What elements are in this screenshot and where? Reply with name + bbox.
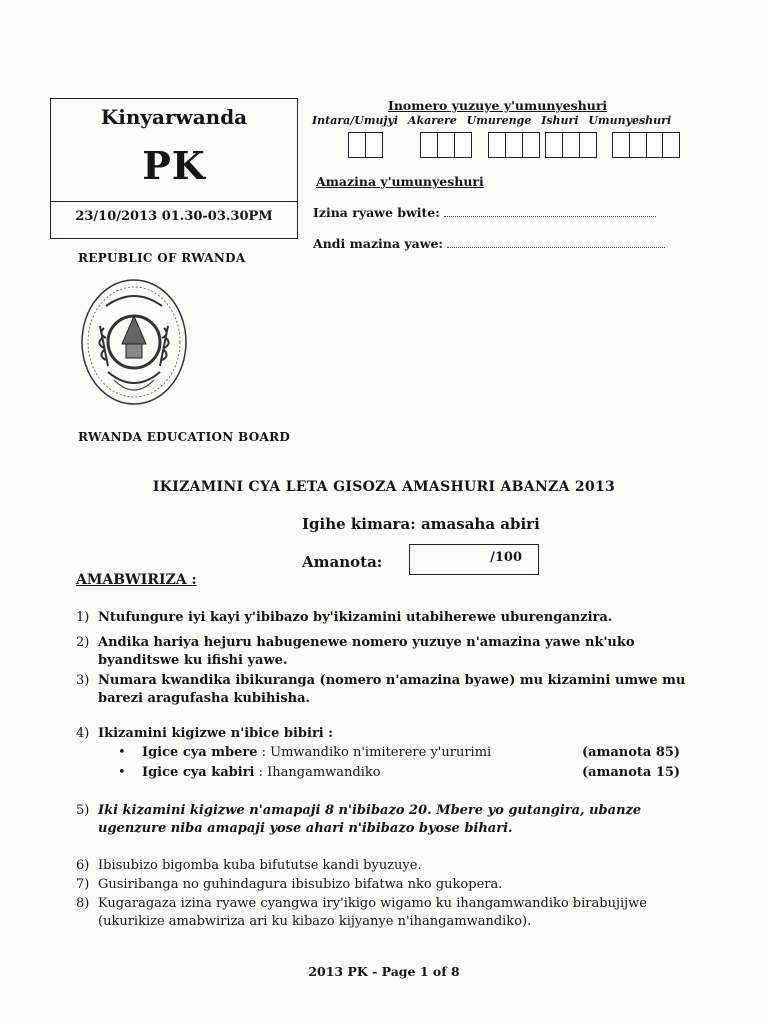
number-cell[interactable]	[579, 132, 597, 158]
subject-name: Kinyarwanda	[100, 105, 248, 129]
instruction-item: 4) Ikizamini kigizwe n'ibice bibiri :	[76, 726, 334, 741]
section-label: Igice cya kabiri	[142, 765, 255, 780]
section-item: • Igice cya mbere : Umwandiko n'imiterere y'ururimi	[118, 745, 492, 760]
exam-datetime: 23/10/2013 01.30-03.30PM	[75, 209, 273, 224]
district-cells[interactable]	[420, 132, 470, 158]
exam-duration: Igihe kimara: amasaha abiri	[302, 515, 540, 533]
instruction-item: 3) Numara kwandika ibikuranga (nomero n'amazina byawe) mu kizamini umwe mu barezi aragufasha kubihisha.	[76, 673, 686, 706]
marks-box[interactable]	[409, 544, 539, 575]
instruction-item: 7) Gusiribanga no guhindagura ibisubizo bifatwa nko gukopera.	[76, 877, 503, 892]
first-name-field[interactable]	[444, 206, 656, 217]
section-marks: (amanota 15)	[582, 765, 681, 780]
subject-box	[50, 98, 298, 239]
number-cell[interactable]	[348, 132, 366, 158]
subject-box-divider	[51, 201, 297, 202]
province-cells[interactable]	[348, 132, 382, 158]
number-cell[interactable]	[545, 132, 563, 158]
column-district: Akarere	[407, 114, 457, 127]
paper-code: PK	[142, 143, 206, 188]
marks-label: Amanota:	[302, 553, 383, 571]
column-student: Umunyeshuri	[588, 114, 672, 127]
instruction-item: 5) Iki kizamini kigizwe n'amapaji 8 n'ibibazo 20. Mbere yo gutangira, ubanze ugenzure niba amapaji yose ahari n'ibibazo byose bihari.	[76, 803, 642, 836]
number-cell[interactable]	[420, 132, 438, 158]
section-desc: : Ihangamwandiko	[258, 765, 381, 780]
sector-cells[interactable]	[488, 132, 538, 158]
number-cell[interactable]	[505, 132, 523, 158]
instruction-item: 6) Ibisubizo bigomba kuba bifututse kandi byuzuye.	[76, 858, 422, 873]
section-desc: : Umwandiko n'imiterere y'ururimi	[261, 745, 492, 760]
other-names-row	[313, 236, 665, 251]
number-cell[interactable]	[522, 132, 540, 158]
board-label: RWANDA EDUCATION BOARD	[78, 430, 291, 444]
number-cell[interactable]	[646, 132, 664, 158]
instruction-item: 8) Kugaragaza izina ryawe cyangwa iry'ikigo wigamo ku ihangamwandiko birabujijwe (ukurikize amabwiriza ari ku kibazo kijyanye n'ihangamwandiko).	[76, 896, 647, 929]
number-cell[interactable]	[488, 132, 506, 158]
student-number-title: Inomero yuzuye y'umunyeshuri	[388, 98, 608, 113]
column-school: Ishuri	[541, 114, 579, 127]
number-cell[interactable]	[562, 132, 580, 158]
rwanda-coat-of-arms-icon	[78, 276, 190, 420]
other-names-field[interactable]	[447, 237, 665, 248]
student-cells[interactable]	[612, 132, 679, 158]
page-footer: 2013 PK - Page 1 of 8	[308, 964, 460, 979]
instructions-title: AMABWIRIZA :	[76, 572, 197, 588]
section-label: Igice cya mbere	[142, 745, 258, 760]
section-marks: (amanota 85)	[582, 745, 681, 760]
number-cell[interactable]	[365, 132, 383, 158]
number-cell[interactable]	[612, 132, 630, 158]
instruction-item: 2) Andika hariya hejuru habugenewe nomero yuzuye n'amazina yawe nk'uko byanditswe ku ifishi yawe.	[76, 635, 635, 668]
exam-title: IKIZAMINI CYA LETA GISOZA AMASHURI ABANZA 2013	[152, 479, 616, 495]
number-cell[interactable]	[662, 132, 680, 158]
school-cells[interactable]	[545, 132, 595, 158]
student-number-columns	[312, 114, 677, 127]
number-cell[interactable]	[437, 132, 455, 158]
number-cell[interactable]	[629, 132, 647, 158]
column-province: Intara/Umujyi	[312, 114, 399, 127]
republic-label: REPUBLIC OF RWANDA	[78, 251, 246, 265]
first-name-label: Izina ryawe bwite:	[313, 205, 440, 220]
marks-total: /100	[490, 550, 522, 565]
section-item: • Igice cya kabiri : Ihangamwandiko	[118, 765, 381, 780]
other-names-label: Andi mazina yawe:	[313, 236, 444, 251]
column-sector: Umurenge	[466, 114, 532, 127]
first-name-row	[313, 205, 656, 220]
instruction-item: 1) Ntufungure iyi kayi y'ibibazo by'ikizamini utabiherewe uburenganzira.	[76, 610, 613, 625]
student-names-title: Amazina y'umunyeshuri	[316, 174, 484, 189]
number-cell[interactable]	[454, 132, 472, 158]
